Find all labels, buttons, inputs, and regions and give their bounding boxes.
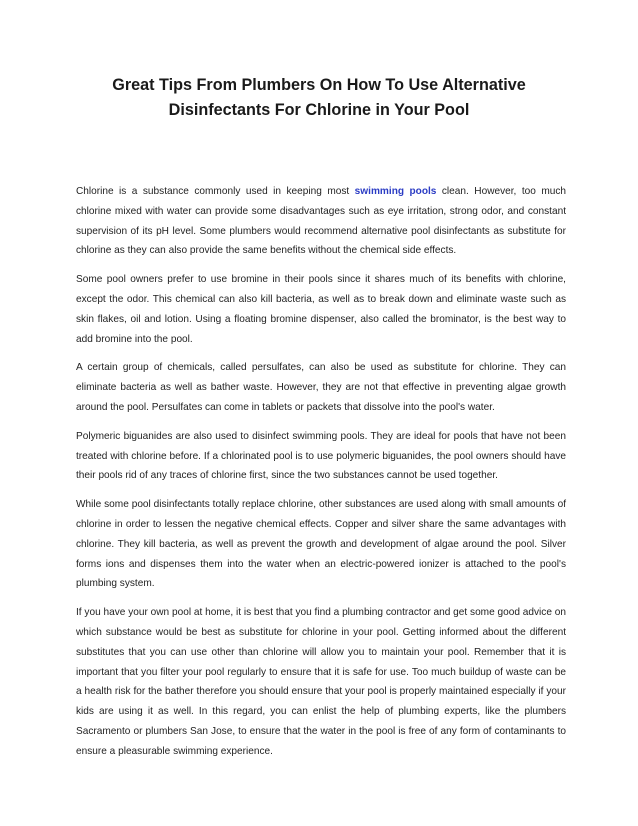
paragraph-text-before-link: Chlorine is a substance commonly used in keeping most — [76, 186, 355, 197]
paragraph-persulfates: A certain group of chemicals, called persulfates, can also be used as substitute for chlorine. They can eliminate bacteria as well as bather waste. However, they are not that effective in preventing algae growth around the pool. Persulfates can come in tablets or packets that dissolve into the pool's water. — [76, 362, 566, 413]
title-line-1: Great Tips From Plumbers On How To Use Alternative — [112, 76, 526, 94]
paragraph-polymeric-biguanides: Polymeric biguanides are also used to disinfect swimming pools. They are ideal for pools that have not been treated with chlorine before. If a chlorinated pool is to use polymeric biguanides, the pool owners should have their pools rid of any traces of chlorine first, since the two substances cannot be used together. — [76, 430, 566, 482]
swimming-pools-link[interactable]: swimming pools — [354, 186, 437, 197]
article-body — [76, 182, 566, 771]
paragraph-plumbing-advice: If you have your own pool at home, it is best that you find a plumbing contractor and get some good advice on which substance would be best as substitute for chlorine in your pool. Getting informed about the different substitutes that you can use other than chlorine will allow you to maintain your pool. Remember that it is important that you filter your pool regularly to ensure that it is safe for use. Too much buildup of waste can be a health risk for the bather therefore you should ensure that your pool is properly maintained especially if your kids are using it as well. In this regard, you can enlist the help of plumbing experts, like the plumbers Sacramento or plumbers San Jose, to ensure that the water in the pool is free of any form of contaminants to ensure a pleasurable swimming experience. — [76, 607, 566, 757]
paragraph-copper-silver: While some pool disinfectants totally replace chlorine, other substances are used along with small amounts of chlorine in order to lessen the negative chemical effects. Copper and silver share the same advantages with chlorine. They kill bacteria, as well as prevent the growth and development of algae around the pool. Silver forms ions and dispenses them into the water when an electric-powered ionizer is attached to the pool's plumbing system. — [76, 499, 566, 590]
page-title — [60, 73, 578, 123]
paragraph-chlorine-intro — [76, 182, 566, 261]
title-line-2: Disinfectants For Chlorine in Your Pool — [168, 101, 470, 119]
paragraph-text-after-link: clean. However, too much chlorine mixed with water can provide some disadvantages such as eye irritation, strong odor, and constant supervision of its pH level. Some plumbers would recommend alternative pool disinfectants as substitute for chlorine as they can also provide the same benefits without the chemical side effects. — [76, 186, 567, 257]
paragraph-bromine: Some pool owners prefer to use bromine in their pools since it shares much of its benefits with chlorine, except the odor. This chemical can also kill bacteria, as well as to break down and eliminate waste such as skin flakes, oil and lotion. Using a floating bromine dispenser, also called the brominator, is the best way to add bromine into the pool. — [76, 274, 566, 345]
